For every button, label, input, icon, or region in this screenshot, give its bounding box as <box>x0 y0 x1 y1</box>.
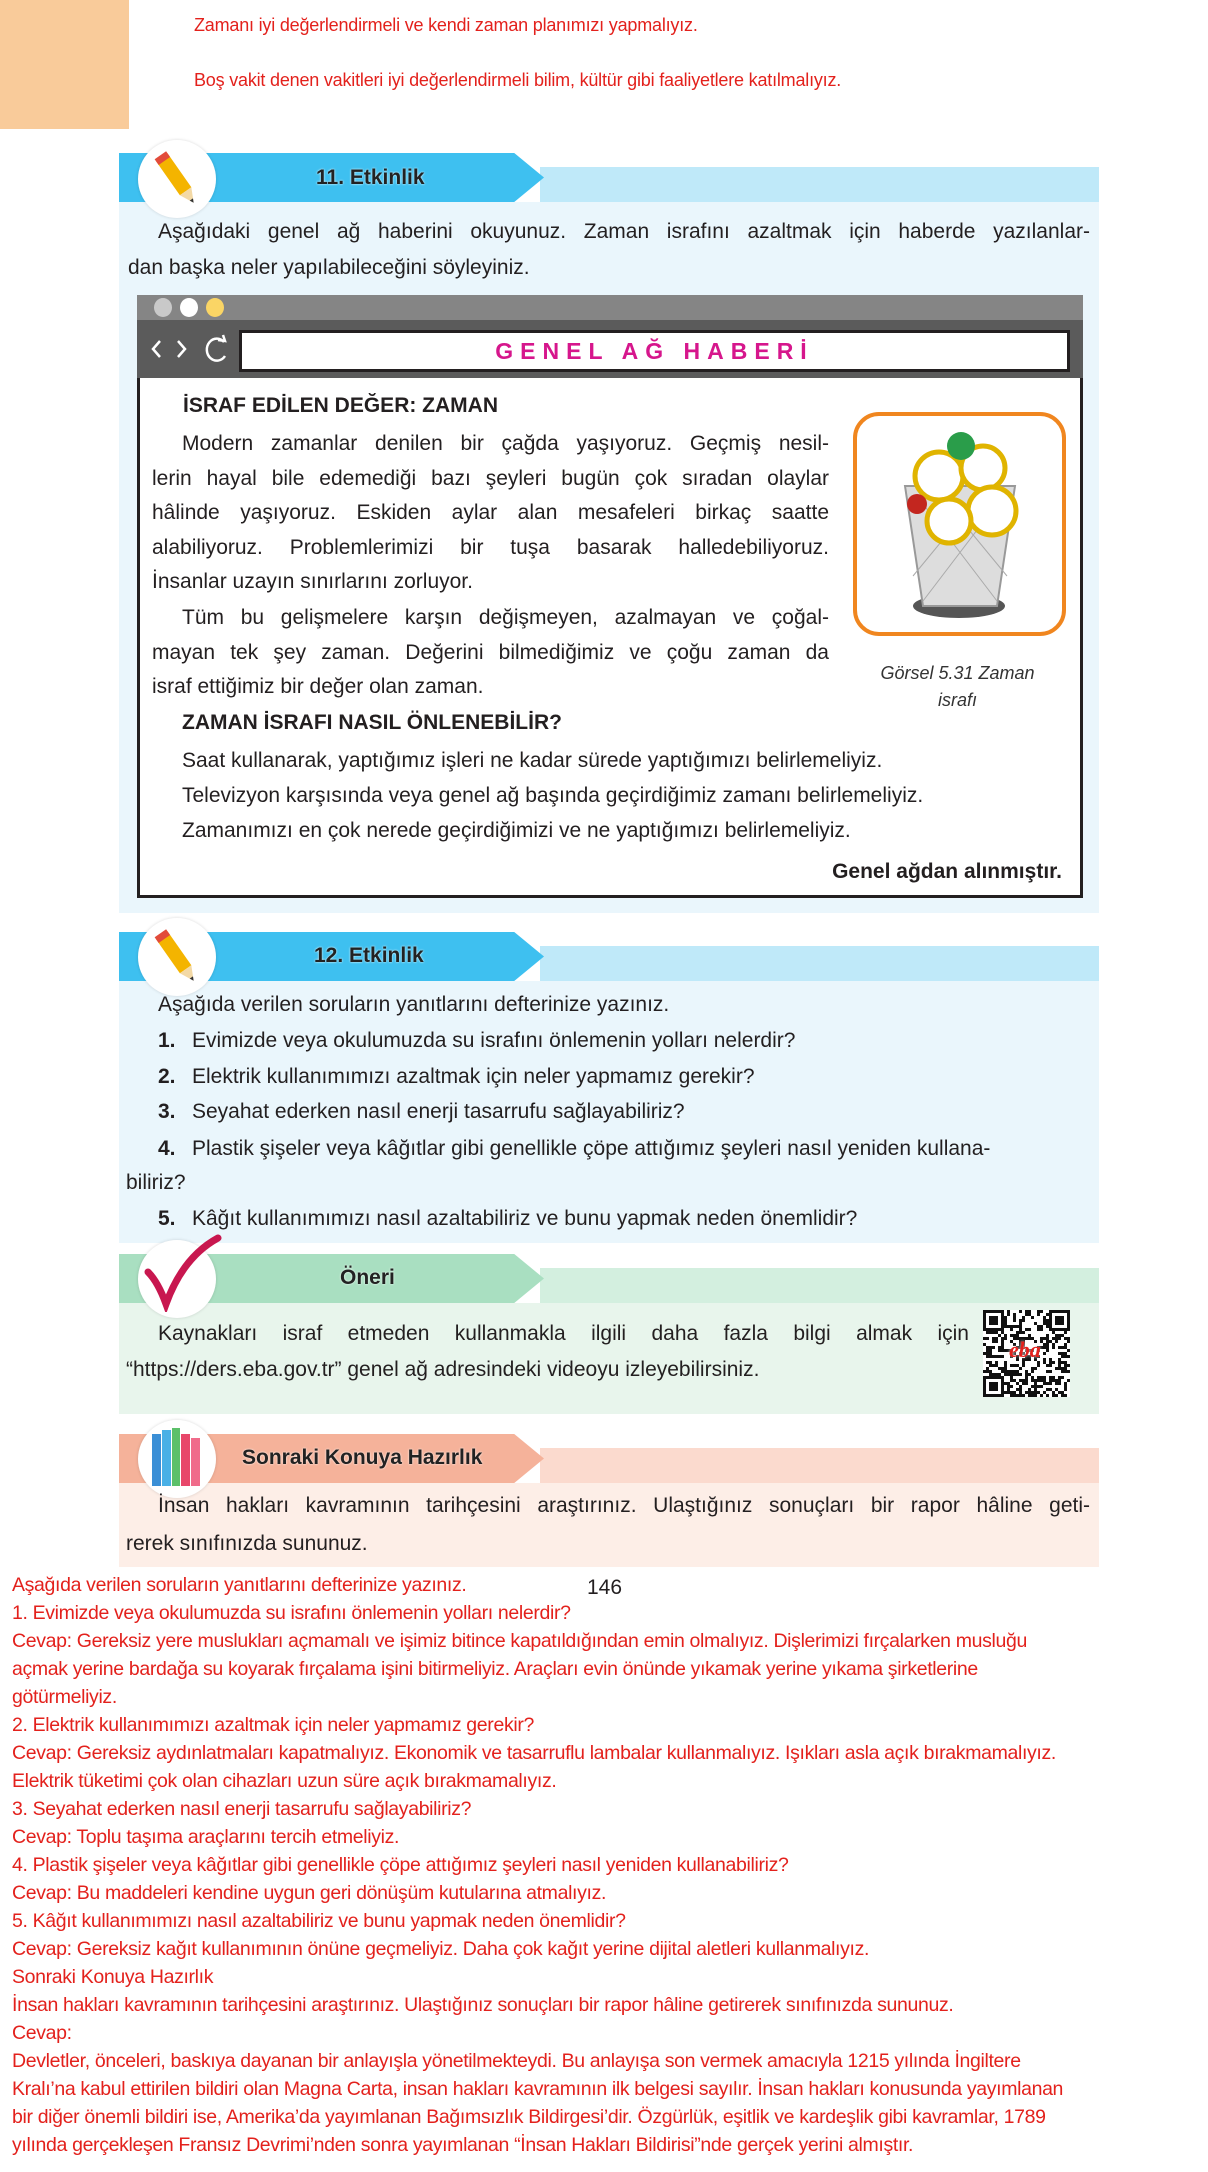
question-4 <box>158 1137 990 1161</box>
answer-line: Cevap: Gereksiz kağıt kullanımının önüne geçmeliyiz. Daha çok kağıt yerine dijital aletleri kullanmalıyız. <box>12 1938 870 1960</box>
question-number: 3. <box>158 1100 176 1123</box>
question-4-continued: biliriz? <box>126 1171 186 1194</box>
question-number: 2. <box>158 1065 176 1088</box>
oneri-text-1: Kaynakları israf etmeden kullanmakla ilgili daha fazla bilgi almak için <box>158 1322 969 1345</box>
answer-line: Cevap: Toplu taşıma araçlarını tercih etmeliyiz. <box>12 1826 400 1848</box>
answer-line: 5. Kâğıt kullanımımızı nasıl azaltabiliriz ve bunu yapmak neden önemlidir? <box>12 1910 626 1932</box>
orange-corner-block <box>0 0 129 129</box>
news-title: GENEL AĞ HABERİ <box>495 338 814 364</box>
question-text: Evimizde veya okulumuzda su israfını önlemenin yolları nelerdir? <box>192 1029 796 1052</box>
header-bar <box>540 167 1099 202</box>
tip-item: Zamanımızı en çok nerede geçirdiğimizi ve ne yaptığımızı belirlemeliyiz. <box>182 819 851 842</box>
answer-line: götürmeliyiz. <box>12 1686 117 1708</box>
image-caption <box>850 660 1065 714</box>
answer-line: yılında gerçekleşen Fransız Devrimi’nden sonra yayımlanan “İnsan Hakları Bildirisi”nde gerçek yerini almıştır. <box>12 2134 914 2156</box>
question-1 <box>158 1029 795 1053</box>
caption-line: Görsel 5.31 Zaman <box>880 663 1035 683</box>
forward-icon[interactable] <box>175 338 189 360</box>
news-line: lerin hayal bile edemediği bazı şeyleri bugün çok sıradan olaylar <box>152 466 829 490</box>
next-topic-text-1: İnsan hakları kavramının tarihçesini araştırınız. Ulaştığınız sonuçları bir rapor hâline geti- <box>158 1494 1090 1517</box>
news-line: Tüm bu gelişmelere karşın değişmeyen, azalmayan ve çoğal- <box>182 606 829 629</box>
news-source: Genel ağdan alınmıştır. <box>832 860 1062 883</box>
pencil-icon <box>138 140 216 218</box>
news-paragraph-1 <box>152 432 829 605</box>
news-line: Modern zamanlar denilen bir çağda yaşıyoruz. Geçmiş nesil- <box>182 432 829 455</box>
news-line: alabiliyoruz. Problemlerimizi bir tuşa basarak halledebiliyoruz. <box>152 535 829 559</box>
next-topic-text-2: rerek sınıfınızda sununuz. <box>126 1532 368 1555</box>
answer-line: 1. Evimizde veya okulumuzda su israfını önlemenin yolları nelerdir? <box>12 1602 571 1624</box>
tip-item: Televizyon karşısında veya genel ağ başında geçirdiğimiz zamanı belirlemeliyiz. <box>182 784 924 807</box>
answer-line: 2. Elektrik kullanımımızı azaltmak için neler yapmamız gerekir? <box>12 1714 534 1736</box>
back-icon[interactable] <box>149 338 163 360</box>
answer-line: Cevap: Bu maddeleri kendine uygun geri dönüşüm kutularına atmalıyız. <box>12 1882 607 1904</box>
header-bar <box>540 946 1099 981</box>
books-icon <box>138 1420 216 1498</box>
news-line: mayan tek şey zaman. Değerini bilmediğimiz ve çoğu zaman da <box>152 640 829 664</box>
question-text: Kâğıt kullanımımızı nasıl azaltabiliriz ve bunu yapmak neden önemlidir? <box>192 1207 858 1230</box>
activity-12-title: 12. Etkinlik <box>314 944 424 967</box>
next-topic-title: Sonraki Konuya Hazırlık <box>242 1446 483 1469</box>
tip-item: Saat kullanarak, yaptığımız işleri ne kadar sürede yaptığımızı belirlemeliyiz. <box>182 749 883 772</box>
header-bar <box>540 1448 1099 1483</box>
page-number: 146 <box>587 1576 623 1599</box>
answer-line: Aşağıda verilen soruların yanıtlarını defterinize yazınız. <box>12 1574 467 1596</box>
pencil-icon <box>138 918 216 996</box>
answer-line: Devletler, önceleri, baskıya dayanan bir anlayışla yönetilmekteydi. Bu anlayışa son vermek amacıyla 1215 yılında İngiltere <box>12 2050 1021 2072</box>
answer-line: Kralı’na kabul ettirilen bildiri olan Magna Carta, insan hakları kavramının ilk belgesi sayılır. İnsan hakları konusunda yayımlanan <box>12 2078 1064 2100</box>
header-bar <box>540 1268 1099 1303</box>
answers-block <box>0 1571 1064 2159</box>
address-bar[interactable] <box>239 330 1070 372</box>
browser-titlebar <box>137 295 1083 320</box>
answer-line: Cevap: Gereksiz yere muslukları açmamalı ve işimiz bitince kapatıldığından emin olmalıyız. Dişlerimizi fırçalarken musluğu <box>12 1630 1028 1652</box>
oneri-text-2: “https://ders.eba.gov.tr” genel ağ adresindeki videoyu izleyebilirsiniz. <box>126 1358 760 1381</box>
note-line-2: Boş vakit denen vakitleri iyi değerlendirmeli bilim, kültür gibi faaliyetlere katılmalıyız. <box>194 70 842 90</box>
answer-line: Sonraki Konuya Hazırlık <box>12 1966 214 1988</box>
window-dot-white <box>180 298 198 317</box>
answer-line: Elektrik tüketimi çok olan cihazları uzun süre açık bırakmamalıyız. <box>12 1770 557 1792</box>
refresh-icon[interactable] <box>203 334 231 364</box>
question-number: 5. <box>158 1207 176 1230</box>
question-text: Seyahat ederken nasıl enerji tasarrufu sağlayabiliriz? <box>192 1100 685 1123</box>
activity-12-intro: Aşağıda verilen soruların yanıtlarını defterinize yazınız. <box>158 993 670 1016</box>
activity-11-intro-1: Aşağıdaki genel ağ haberini okuyunuz. Zaman israfını azaltmak için haberde yazılanlar- <box>158 220 1090 243</box>
answer-line: 4. Plastik şişeler veya kâğıtlar gibi genellikle çöpe attığımız şeyleri nasıl yeniden kullanabiliriz? <box>12 1854 789 1876</box>
news-heading-2: ZAMAN İSRAFI NASIL ÖNLENEBİLİR? <box>182 711 562 734</box>
clock-basket-image <box>853 412 1066 636</box>
question-number: 1. <box>158 1029 176 1052</box>
news-paragraph-2 <box>152 606 829 710</box>
note-line-1: Zamanı iyi değerlendirmeli ve kendi zaman planımızı yapmalıyız. <box>194 15 698 35</box>
answer-line: İnsan hakları kavramının tarihçesini araştırınız. Ulaştığınız sonuçları bir rapor hâline getirerek sınıfınızda sununuz. <box>12 1994 954 2016</box>
question-number: 4. <box>158 1137 176 1160</box>
answer-line: Cevap: Gereksiz aydınlatmaları kapatmalıyız. Ekonomik ve tasarruflu lambalar kullanmalıyız. Işıkları asla açık bırakmamalıyız. <box>12 1742 1056 1764</box>
news-line: İnsanlar uzayın sınırlarını zorluyor. <box>152 570 473 593</box>
answer-line: bir diğer önemli bildiri ise, Amerika’da yayımlanan Bağımsızlık Bildirgesi’dir. Özgürlük, eşitlik ve kardeşlik gibi kavramlar, 1789 <box>12 2106 1046 2128</box>
question-3 <box>158 1100 685 1124</box>
news-line: hâlinde yaşıyoruz. Eskiden aylar alan mesafeleri birkaç saatte <box>152 501 829 524</box>
eba-logo: eba <box>1009 1337 1041 1362</box>
window-dot-yellow <box>206 298 224 317</box>
question-text: Elektrik kullanımımızı azaltmak için neler yapmamız gerekir? <box>192 1065 755 1088</box>
activity-11-title: 11. Etkinlik <box>316 166 425 189</box>
answer-line: 3. Seyahat ederken nasıl enerji tasarrufu sağlayabiliriz? <box>12 1798 472 1820</box>
question-5 <box>158 1207 857 1231</box>
qr-code[interactable] <box>983 1310 1070 1397</box>
news-line: israf ettiğimiz bir değer olan zaman. <box>152 675 484 698</box>
answer-line: Cevap: <box>12 2022 72 2044</box>
checkmark-icon <box>138 1240 216 1318</box>
news-heading-1: İSRAF EDİLEN DEĞER: ZAMAN <box>183 394 498 417</box>
oneri-title: Öneri <box>340 1266 395 1289</box>
question-2 <box>158 1065 755 1089</box>
window-dot-gray <box>154 298 172 317</box>
question-text: Plastik şişeler veya kâğıtlar gibi genellikle çöpe attığımız şeyleri nasıl yeniden kullana- <box>192 1137 991 1160</box>
activity-11-intro-2: dan başka neler yapılabileceğini söyleyiniz. <box>128 256 530 279</box>
browser-toolbar <box>137 320 1083 378</box>
caption-line: israfı <box>937 690 977 710</box>
answer-line: açmak yerine bardağa su koyarak fırçalama işini bitirmeliyiz. Araçları evin önünde yıkamak yerine yıkama şirketlerine <box>12 1658 978 1680</box>
